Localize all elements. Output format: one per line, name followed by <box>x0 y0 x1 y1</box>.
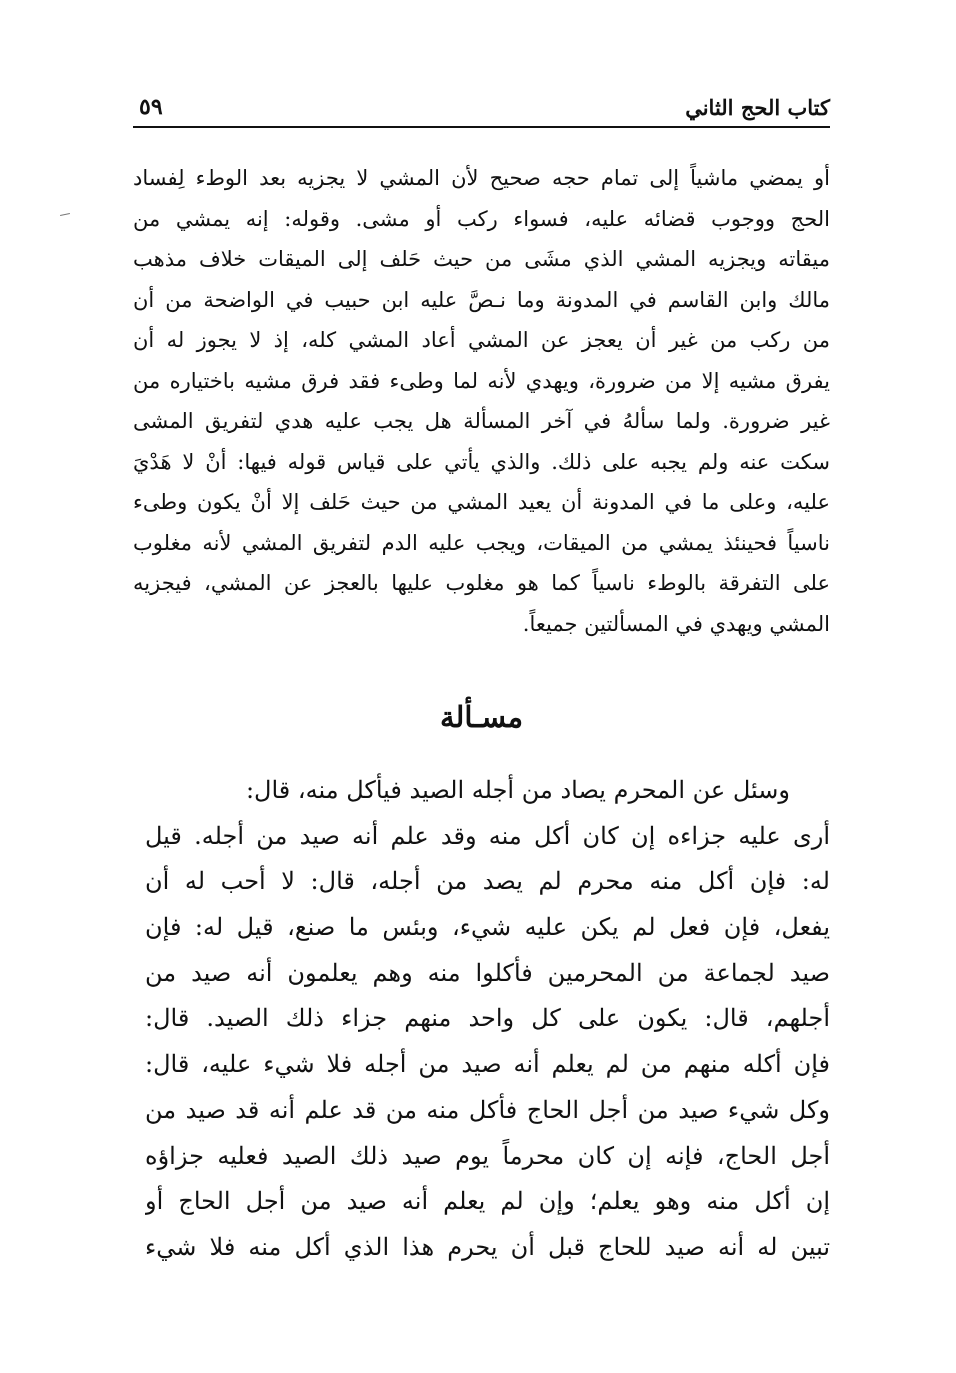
page-number: ٥٩ <box>139 94 163 120</box>
running-title: كتاب الحج الثاني <box>685 95 830 120</box>
text-line: وكل شيء صيد من أجل الحاج فأكل منه من قد علم أنه قد صيد من <box>145 1095 830 1124</box>
text-line: له: فإن أكل منه محرم لم يصد من أجله، قال: لا أحب له أن <box>145 867 830 896</box>
text-line: إن أكل منه وهو يعلم؛ وإن لم يعلم أنه صيد من أجل الحاج أو <box>145 1187 830 1216</box>
text-line: عليه، وعلى ما في المدونة أن يعيد المشي من حيث حَلف إلا أنْ يكون وطىء <box>133 490 830 514</box>
text-line: فإن أكله منهم من لم يعلم أنه صيد من أجله فلا شيء عليه، قال: <box>145 1050 830 1079</box>
text-line: وسئل عن المحرم يصاد من أجله الصيد فيأكل منه، قال: <box>245 776 790 804</box>
text-line: مالك وابن القاسم في المدونة وما نـصَّ عليه ابن حبيب في الواضحة من أن <box>133 287 830 312</box>
paragraph-1 <box>133 158 830 644</box>
paragraph-2 <box>145 768 830 1271</box>
text-line: أرى عليه جزاءه إن كان أكل منه وقد علم أنه صيد من أجله. قيل <box>145 821 830 850</box>
text-line: من ركب من غير أن يعجز عن المشي أعاد المشي كله، إذ لا يجوز له أن <box>133 328 830 352</box>
text-line: أجل الحاج، فإنه إن كان محرماً يوم صيد ذلك الصيد فعليه جزاؤه <box>145 1141 830 1170</box>
text-line: غير ضرورة. ولما سألهُ في آخر المسألة هل يجب عليه هدي لتفريق المشى <box>133 409 830 433</box>
text-line: المشي ويهدي في المسألتين جميعاً. <box>522 611 830 636</box>
text-line: سكت عنه ولم يجبه على ذلك. والذي يأتي على قياس قوله فيها: أنْ لا هَدْيَ <box>133 449 830 474</box>
text-line: يفعل، فإن فعل لم يكن عليه شيء، وبئس ما صنع، قيل له: فإن <box>145 913 830 942</box>
text-line: على التفرقة بالوطء ناسياً كما هو مغلوب عليها بالعجز عن المشي، فيجزيه <box>133 571 830 595</box>
text-line: أو يمضي ماشياً إلى تمام حجه صحيح لأن المشي لا يجزيه بعد الوطء لِفساد <box>133 166 830 190</box>
text-line: ناسياً فحينئذ يمشي من الميقات، ويجب عليه الدم لتفريق المشي لأنه مغلوب <box>133 530 830 555</box>
page-header <box>133 82 830 128</box>
text-line: الحج ووجوب قضائه عليه، فسواء ركب أو مشى. وقوله: إنه يمشي من <box>133 206 830 231</box>
text-line: أجلهم، قال: يكون على كل واحد منهم جزاء ذلك الصيد. قال: <box>145 1004 830 1033</box>
margin-mark <box>60 213 70 216</box>
text-line: ميقاته ويجزيه المشي الذي مشَى من حيث حَلف إلى الميقات خلاف مذهب <box>133 247 830 271</box>
text-line: تبين له أنه صيد للحاج قبل أن يحرم هذا الذي أكل منه فلا شيء <box>145 1232 830 1261</box>
section-heading: مسـألة <box>439 700 524 734</box>
text-line: صيد لجماعة من المحرمين فأكلوا منه وهم يعلمون أنه صيد من <box>145 958 830 987</box>
text-line: يفرق مشيه إلا من ضرورة، ويهدي لأنه لما وطىء فقد فرق مشيه باختياره من <box>133 368 830 393</box>
